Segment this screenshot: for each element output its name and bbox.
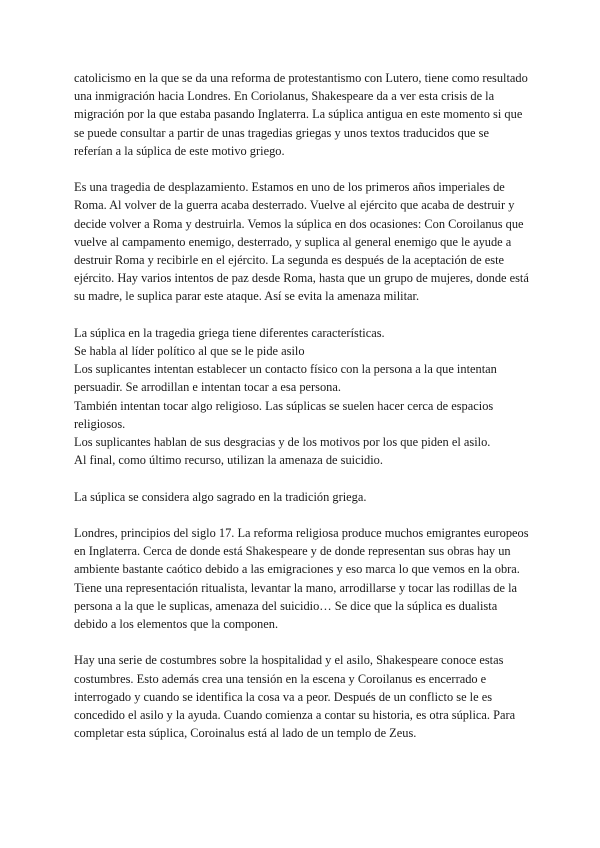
paragraph-sacred: La súplica se considera algo sagrado en la tradición griega. bbox=[74, 489, 367, 504]
supplication-characteristics bbox=[74, 324, 530, 470]
list-line: Al final, como último recurso, utilizan la amenaza de suicidio. bbox=[74, 453, 383, 468]
paragraph-migration: catolicismo en la que se da una reforma de protestantismo con Lutero, tiene como resultado una inmigración hacia Londres. En Coriolanus, Shakespeare da a ver esta crisis de la migración por la que estaba pasando Inglaterra. La súplica antigua en este momento si que se puede consultar a partir de unas tragedias griegas y unos textos traducidos que se referían a la súplica de este motivo griego. bbox=[74, 71, 528, 158]
list-line: Se habla al líder político al que se le pide asilo bbox=[74, 344, 305, 359]
list-line: También intentan tocar algo religioso. Las súplicas se suelen hacer cerca de espacios religiosos. bbox=[74, 398, 494, 431]
paragraph-hospitality: Hay una serie de costumbres sobre la hospitalidad y el asilo, Shakespeare conoce estas costumbres. Esto además crea una tensión en la escena y Coroilanus es encerrado e interrogado y cuando se identifica la cosa va a peor. Después de un conflicto se le es concedido el asilo y la ayuda. Cuando comienza a contar su historia, es otra súplica. Para completar esta súplica, Coroinalus está al lado de un templo de Zeus. bbox=[74, 653, 516, 741]
paragraph-london: Londres, principios del siglo 17. La reforma religiosa produce muchos emigrantes europeos en Inglaterra. Cerca de donde está Shakespeare y de donde representan sus obras hay un ambiente bastante caótico debido a las emigraciones y eso marca lo que vemos en la obra. Tiene una representación ritualista, levantar la mano, arrodillarse y tocar las rodillas de la persona a la que le suplicas, amenaza del suicidio… Se dice que la súplica es dualista debido a los elementos que la componen. bbox=[74, 526, 529, 632]
list-line: Los suplicantes intentan establecer un contacto físico con la persona a la que intentan persuadir. Se arrodillan e intentan tocar a esa persona. bbox=[74, 362, 497, 395]
list-line: La súplica en la tragedia griega tiene diferentes características. bbox=[74, 325, 385, 340]
list-line: Los suplicantes hablan de sus desgracias y de los motivos por los que piden el asilo. bbox=[74, 435, 491, 450]
document-body bbox=[74, 69, 530, 761]
paragraph-tragedy: Es una tragedia de desplazamiento. Estamos en uno de los primeros años imperiales de Roma. Al volver de la guerra acaba desterrado. Vuelve al ejército que acaba de destruir y decide volver a Roma y destruirla. Vemos la súplica en dos ocasiones: Con Coroilanus que vuelve al campamento enemigo, desterrado, y suplica al general enemigo que le ayude a destruir Roma y recibirle en el ejército. La segunda es después de la aceptación de este ejército. Hay varios intentos de paz desde Roma, hasta que un grupo de mujeres, donde está su madre, le suplica parar este ataque. Así se evita la amenaza militar. bbox=[74, 180, 529, 304]
